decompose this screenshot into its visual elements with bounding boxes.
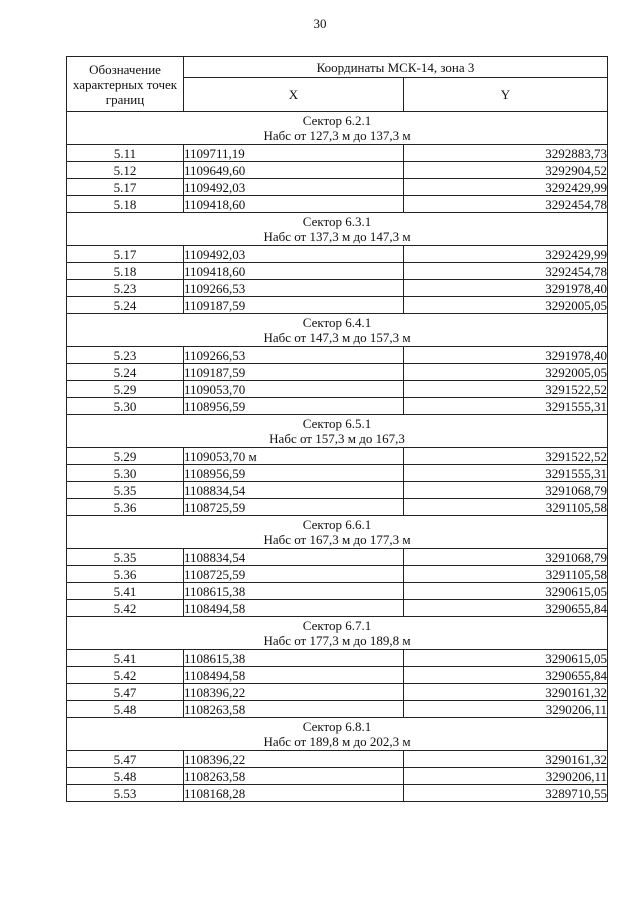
point-y: 3292454,78 [404,263,608,280]
point-y: 3289710,55 [404,785,608,802]
point-x: 1109649,60 [184,162,404,179]
point-row [67,263,608,280]
point-id: 5.30 [67,465,184,482]
sector-heading [67,314,608,347]
point-row [67,684,608,701]
point-id: 5.41 [67,583,184,600]
point-x: 1108168,28 [184,785,404,802]
sector-heading [67,718,608,751]
point-y: 3290161,32 [404,684,608,701]
point-row [67,751,608,768]
point-y: 3291068,79 [404,549,608,566]
point-y: 3291522,52 [404,448,608,465]
point-id: 5.41 [67,650,184,667]
point-y: 3292883,73 [404,145,608,162]
point-y: 3292429,99 [404,246,608,263]
point-id: 5.30 [67,398,184,415]
sector-row [67,718,608,751]
point-id: 5.47 [67,751,184,768]
point-x: 1109266,53 [184,280,404,297]
point-row [67,448,608,465]
sector-heading [67,516,608,549]
point-y: 3290615,05 [404,650,608,667]
point-y: 3291555,31 [404,398,608,415]
point-y: 3290615,05 [404,583,608,600]
sector-name: Сектор 6.7.1 [302,618,372,633]
point-row [67,347,608,364]
point-id: 5.53 [67,785,184,802]
sector-row [67,617,608,650]
point-row [67,785,608,802]
point-x: 1108956,59 [184,465,404,482]
sector-name: Сектор 6.6.1 [302,517,372,532]
point-y: 3290655,84 [404,667,608,684]
table-header [67,57,608,112]
point-id: 5.11 [67,145,184,162]
point-x: 1108615,38 [184,650,404,667]
sector-name: Сектор 6.3.1 [302,214,372,229]
point-id: 5.12 [67,162,184,179]
point-x: 1109187,59 [184,364,404,381]
point-y: 3291978,40 [404,347,608,364]
point-x: 1108834,54 [184,549,404,566]
point-y: 3290655,84 [404,600,608,617]
point-y: 3290206,11 [404,768,608,785]
header-x: X [184,78,404,112]
point-row [67,600,608,617]
sector-name: Сектор 6.8.1 [302,719,372,734]
point-id: 5.29 [67,448,184,465]
point-x: 1109492,03 [184,246,404,263]
point-id: 5.35 [67,549,184,566]
sector-height-range: Набс от 189,8 м до 202,3 м [263,734,411,749]
point-row [67,162,608,179]
point-y: 3292005,05 [404,364,608,381]
sector-heading [67,112,608,145]
point-row [67,196,608,213]
point-y: 3291555,31 [404,465,608,482]
point-x: 1108396,22 [184,751,404,768]
point-row [67,381,608,398]
point-id: 5.17 [67,179,184,196]
point-x: 1108396,22 [184,684,404,701]
point-x: 1108956,59 [184,398,404,415]
point-id: 5.48 [67,768,184,785]
point-y: 3291978,40 [404,280,608,297]
point-x: 1108834,54 [184,482,404,499]
point-id: 5.36 [67,566,184,583]
point-row [67,179,608,196]
point-row [67,280,608,297]
point-x: 1109266,53 [184,347,404,364]
point-row [67,701,608,718]
point-x: 1109418,60 [184,263,404,280]
point-row [67,549,608,566]
sector-height-range: Набс от 137,3 м до 147,3 м [263,229,411,244]
point-id: 5.42 [67,667,184,684]
point-y: 3290206,11 [404,701,608,718]
point-x: 1109187,59 [184,297,404,314]
point-row [67,145,608,162]
point-x: 1109418,60 [184,196,404,213]
point-row [67,768,608,785]
point-y: 3291105,58 [404,566,608,583]
point-y: 3291105,58 [404,499,608,516]
point-y: 3291522,52 [404,381,608,398]
point-x: 1109053,70 [184,381,404,398]
page-number: 30 [313,16,327,31]
sector-heading [67,617,608,650]
point-y: 3292904,52 [404,162,608,179]
sector-row [67,112,608,145]
point-id: 5.48 [67,701,184,718]
point-id: 5.17 [67,246,184,263]
point-id: 5.47 [67,684,184,701]
sector-height-range: Набс от 147,3 м до 157,3 м [263,330,411,345]
point-y: 3291068,79 [404,482,608,499]
header-designation: Обозначение характерных точек границ [67,57,184,112]
point-row [67,583,608,600]
point-x: 1109053,70 м [184,448,404,465]
sector-height-range: Набс от 177,3 м до 189,8 м [263,633,411,648]
point-x: 1108263,58 [184,768,404,785]
point-row [67,297,608,314]
point-x: 1108615,38 [184,583,404,600]
point-id: 5.36 [67,499,184,516]
table-body [67,112,608,802]
sector-row [67,415,608,448]
point-y: 3292005,05 [404,297,608,314]
sector-heading [67,415,608,448]
sector-name: Сектор 6.4.1 [302,315,372,330]
point-id: 5.24 [67,364,184,381]
sector-height-range: Набс от 127,3 м до 137,3 м [263,128,411,143]
point-id: 5.23 [67,347,184,364]
sector-name: Сектор 6.5.1 [302,416,372,431]
point-row [67,364,608,381]
sector-heading [67,213,608,246]
point-id: 5.29 [67,381,184,398]
point-x: 1108725,59 [184,566,404,583]
point-row [67,667,608,684]
sector-height-range: Набс от 167,3 м до 177,3 м [263,532,411,547]
point-id: 5.35 [67,482,184,499]
point-row [67,499,608,516]
point-row [67,465,608,482]
sector-row [67,516,608,549]
point-id: 5.23 [67,280,184,297]
point-row [67,650,608,667]
point-x: 1108494,58 [184,600,404,617]
point-row [67,482,608,499]
point-id: 5.18 [67,196,184,213]
point-id: 5.42 [67,600,184,617]
point-row [67,398,608,415]
point-x: 1109711,19 [184,145,404,162]
header-coordinates: Координаты МСК-14, зона 3 [184,57,608,78]
sector-height-range: Набс от 157,3 м до 167,3 [269,431,405,446]
point-x: 1108263,58 [184,701,404,718]
point-x: 1108725,59 [184,499,404,516]
point-x: 1109492,03 [184,179,404,196]
header-y: Y [404,78,608,112]
point-id: 5.18 [67,263,184,280]
point-x: 1108494,58 [184,667,404,684]
coordinates-table [66,56,608,802]
sector-row [67,213,608,246]
point-y: 3292454,78 [404,196,608,213]
point-y: 3290161,32 [404,751,608,768]
point-row [67,566,608,583]
point-y: 3292429,99 [404,179,608,196]
sector-row [67,314,608,347]
sector-name: Сектор 6.2.1 [302,113,372,128]
point-row [67,246,608,263]
point-id: 5.24 [67,297,184,314]
